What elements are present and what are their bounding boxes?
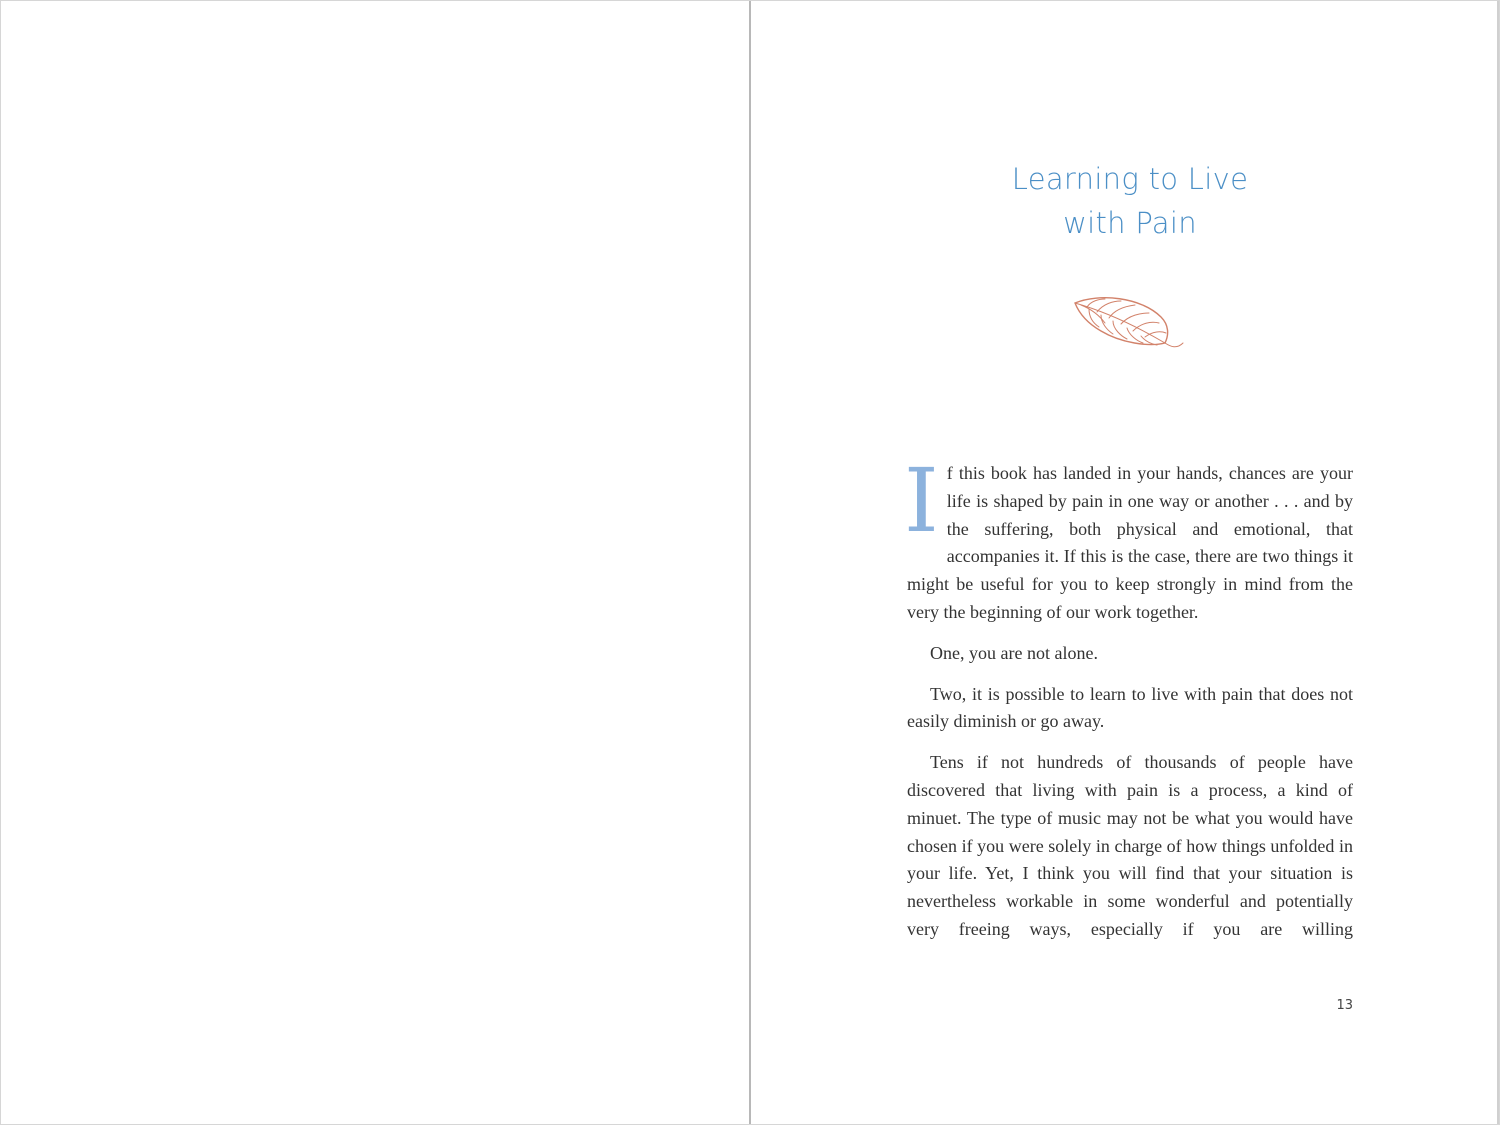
paragraph-1 — [904, 449, 1353, 627]
chapter-title — [751, 157, 1500, 245]
drop-cap: I — [904, 449, 939, 552]
chapter-body — [904, 449, 1353, 944]
chapter-title-line-2: with Pain — [1063, 206, 1197, 240]
leaf-icon — [1069, 293, 1191, 355]
right-page — [751, 1, 1499, 1124]
paragraph-1-text: f this book has landed in your hands, chances are your life is shaped by pain in one way or another . . . and by the suffering, both physical and emotional, that accompanies it. If this is the case, there are two things it might be useful for you to keep strongly in mind from the very the beginning of our work together. — [907, 463, 1353, 622]
chapter-title-line-1: Learning to Live — [1011, 162, 1249, 196]
paragraph-2: One, you are not alone. — [930, 642, 1098, 663]
page-number: 13 — [1336, 998, 1353, 1013]
paragraph-3: Two, it is possible to learn to live with pain that does not easily diminish or go away. — [907, 683, 1353, 732]
left-page — [1, 1, 749, 1124]
paragraph-4: Tens if not hundreds of thousands of people have discovered that living with pain is a process, a kind of minuet. The type of music may not be what you would have chosen if you were solely in charge of how things unfolded in your life. Yet, I think you will find that your situation is nevertheless workable in some wonderful and potentially very freeing ways, especially if you are willing — [907, 752, 1353, 939]
